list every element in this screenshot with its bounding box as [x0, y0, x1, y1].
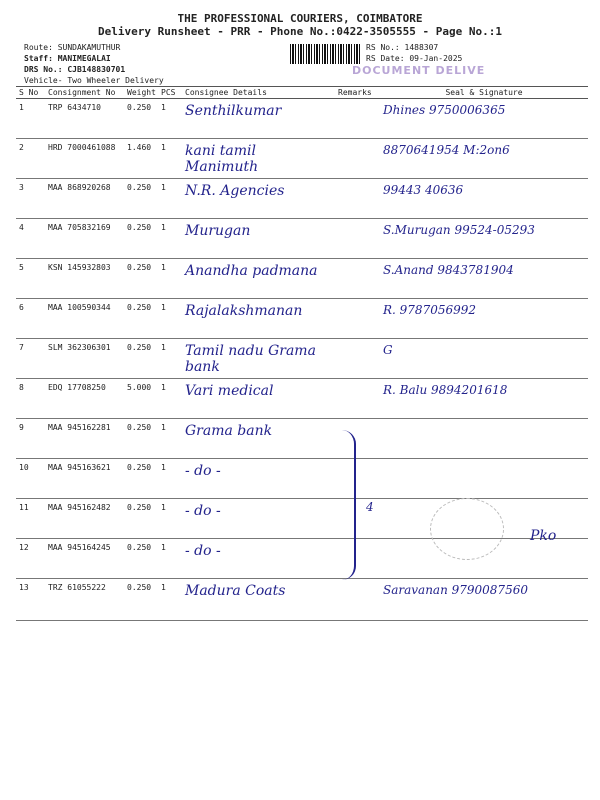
- cell-weight: 0.250: [124, 419, 158, 459]
- cell-pcs: 1: [158, 499, 182, 539]
- cell-remarks: [335, 579, 380, 621]
- runsheet-meta-left: [24, 42, 164, 86]
- vehicle: Vehicle- Two Wheeler Delivery: [24, 76, 164, 85]
- cell-pcs: 1: [158, 379, 182, 419]
- table-row: [16, 579, 588, 621]
- col-weight: Weight: [124, 87, 158, 99]
- table-row: [16, 459, 588, 499]
- cell-pcs: 1: [158, 179, 182, 219]
- cell-signature: G: [380, 339, 588, 379]
- cell-pcs: 1: [158, 339, 182, 379]
- cell-weight: 0.250: [124, 99, 158, 139]
- cell-remarks: [335, 219, 380, 259]
- company-name: THE PROFESSIONAL COURIERS, COIMBATORE: [177, 12, 423, 25]
- drs-number: CJB148830701: [67, 65, 126, 74]
- cell-signature: 99443 40636: [380, 179, 588, 219]
- cell-consignment-no: EDQ 17708250: [45, 379, 124, 419]
- brace-mark: 4: [366, 500, 374, 514]
- cell-sno: 4: [16, 219, 45, 259]
- group-signature: Pko: [530, 528, 557, 544]
- cell-consignment-no: MAA 945162281: [45, 419, 124, 459]
- runsheet-table: [16, 86, 588, 621]
- cell-remarks: [335, 259, 380, 299]
- cell-remarks: [335, 99, 380, 139]
- table-row: [16, 379, 588, 419]
- drs-line: DRS No.: CJB148830701: [24, 65, 126, 74]
- cell-consignment-no: MAA 945164245: [45, 539, 124, 579]
- cell-consignment-no: MAA 100590344: [45, 299, 124, 339]
- cell-pcs: 1: [158, 579, 182, 621]
- cell-sno: 3: [16, 179, 45, 219]
- cell-remarks: [335, 139, 380, 179]
- cell-consignment-no: HRD 7000461088: [45, 139, 124, 179]
- runsheet-meta-right: [366, 42, 462, 64]
- cell-sno: 5: [16, 259, 45, 299]
- col-consignee: Consignee Details: [182, 87, 335, 99]
- cell-pcs: 1: [158, 459, 182, 499]
- cell-signature: R. Balu 9894201618: [380, 379, 588, 419]
- table-row: [16, 419, 588, 459]
- cell-consignee: - do -: [182, 499, 335, 539]
- cell-pcs: 1: [158, 219, 182, 259]
- cell-consignee: - do -: [182, 459, 335, 499]
- table-row: [16, 259, 588, 299]
- cell-remarks: [335, 299, 380, 339]
- table-row: [16, 99, 588, 139]
- cell-consignee: N.R. Agencies: [182, 179, 335, 219]
- grouping-brace: [340, 430, 356, 580]
- cell-sno: 7: [16, 339, 45, 379]
- cell-remarks: [335, 339, 380, 379]
- cell-pcs: 1: [158, 419, 182, 459]
- cell-pcs: 1: [158, 299, 182, 339]
- route: Route: SUNDAKAMUTHUR: [24, 43, 121, 52]
- staff-line: Staff: MANIMEGALAI: [24, 54, 111, 63]
- cell-weight: 5.000: [124, 379, 158, 419]
- cell-consignee: Anandha padmana: [182, 259, 335, 299]
- cell-remarks: [335, 179, 380, 219]
- cell-consignment-no: KSN 145932803: [45, 259, 124, 299]
- cell-consignee: - do -: [182, 539, 335, 579]
- cell-weight: 0.250: [124, 579, 158, 621]
- staff-name: MANIMEGALAI: [57, 54, 111, 63]
- cell-signature: S.Anand 9843781904: [380, 259, 588, 299]
- cell-sno: 10: [16, 459, 45, 499]
- rs-date: RS Date: 09-Jan-2025: [366, 54, 463, 63]
- cell-consignee: kani tamil Manimuth: [182, 139, 335, 179]
- cell-consignment-no: TRP 6434710: [45, 99, 124, 139]
- cell-consignment-no: MAA 705832169: [45, 219, 124, 259]
- table-row: [16, 139, 588, 179]
- cell-weight: 0.250: [124, 539, 158, 579]
- cell-consignment-no: SLM 362306301: [45, 339, 124, 379]
- cell-sno: 8: [16, 379, 45, 419]
- cell-consignment-no: MAA 945162482: [45, 499, 124, 539]
- table-row: [16, 219, 588, 259]
- col-sno: S No: [16, 87, 45, 99]
- cell-weight: 0.250: [124, 259, 158, 299]
- cell-consignment-no: MAA 868920268: [45, 179, 124, 219]
- cell-weight: 1.460: [124, 139, 158, 179]
- cell-weight: 0.250: [124, 499, 158, 539]
- col-consignment: Consignment No: [45, 87, 124, 99]
- cell-pcs: 1: [158, 139, 182, 179]
- cell-consignee: Vari medical: [182, 379, 335, 419]
- document-header: [0, 12, 600, 38]
- cell-pcs: 1: [158, 99, 182, 139]
- cell-pcs: 1: [158, 259, 182, 299]
- col-seal-signature: Seal & Signature: [380, 87, 588, 99]
- cell-consignment-no: MAA 945163621: [45, 459, 124, 499]
- cell-weight: 0.250: [124, 179, 158, 219]
- cell-consignee: Rajalakshmanan: [182, 299, 335, 339]
- cell-signature: [380, 419, 588, 459]
- table-row: [16, 339, 588, 379]
- cell-weight: 0.250: [124, 299, 158, 339]
- cell-sno: 11: [16, 499, 45, 539]
- cell-sno: 6: [16, 299, 45, 339]
- cell-weight: 0.250: [124, 219, 158, 259]
- col-pcs: PCS: [158, 87, 182, 99]
- cell-consignee: Grama bank: [182, 419, 335, 459]
- cell-sno: 1: [16, 99, 45, 139]
- cell-sno: 2: [16, 139, 45, 179]
- cell-sno: 13: [16, 579, 45, 621]
- cell-sno: 9: [16, 419, 45, 459]
- col-remarks: Remarks: [335, 87, 380, 99]
- table-row: [16, 539, 588, 579]
- cell-signature: Dhines 9750006365: [380, 99, 588, 139]
- barcode: [290, 44, 360, 64]
- table-header-row: [16, 87, 588, 99]
- runsheet-subtitle: Delivery Runsheet - PRR - Phone No.:0422-3505555 - Page No.:1: [98, 25, 502, 38]
- cell-weight: 0.250: [124, 339, 158, 379]
- cell-signature: Saravanan 9790087560: [380, 579, 588, 621]
- cell-signature: [380, 459, 588, 499]
- cell-consignee: Murugan: [182, 219, 335, 259]
- cell-consignee: Tamil nadu Grama bank: [182, 339, 335, 379]
- cell-pcs: 1: [158, 539, 182, 579]
- cell-signature: R. 9787056992: [380, 299, 588, 339]
- cell-weight: 0.250: [124, 459, 158, 499]
- cell-remarks: [335, 379, 380, 419]
- cell-consignee: Senthilkumar: [182, 99, 335, 139]
- cell-consignee: Madura Coats: [182, 579, 335, 621]
- cell-consignment-no: TRZ 61055222: [45, 579, 124, 621]
- table-row: [16, 299, 588, 339]
- faint-seal: [430, 498, 504, 560]
- cell-sno: 12: [16, 539, 45, 579]
- delivery-stamp: DOCUMENT DELIVE: [352, 64, 486, 77]
- cell-signature: 8870641954 M:2on6: [380, 139, 588, 179]
- table-row: [16, 179, 588, 219]
- rs-number: RS No.: 1488307: [366, 43, 439, 52]
- cell-signature: S.Murugan 99524-05293: [380, 219, 588, 259]
